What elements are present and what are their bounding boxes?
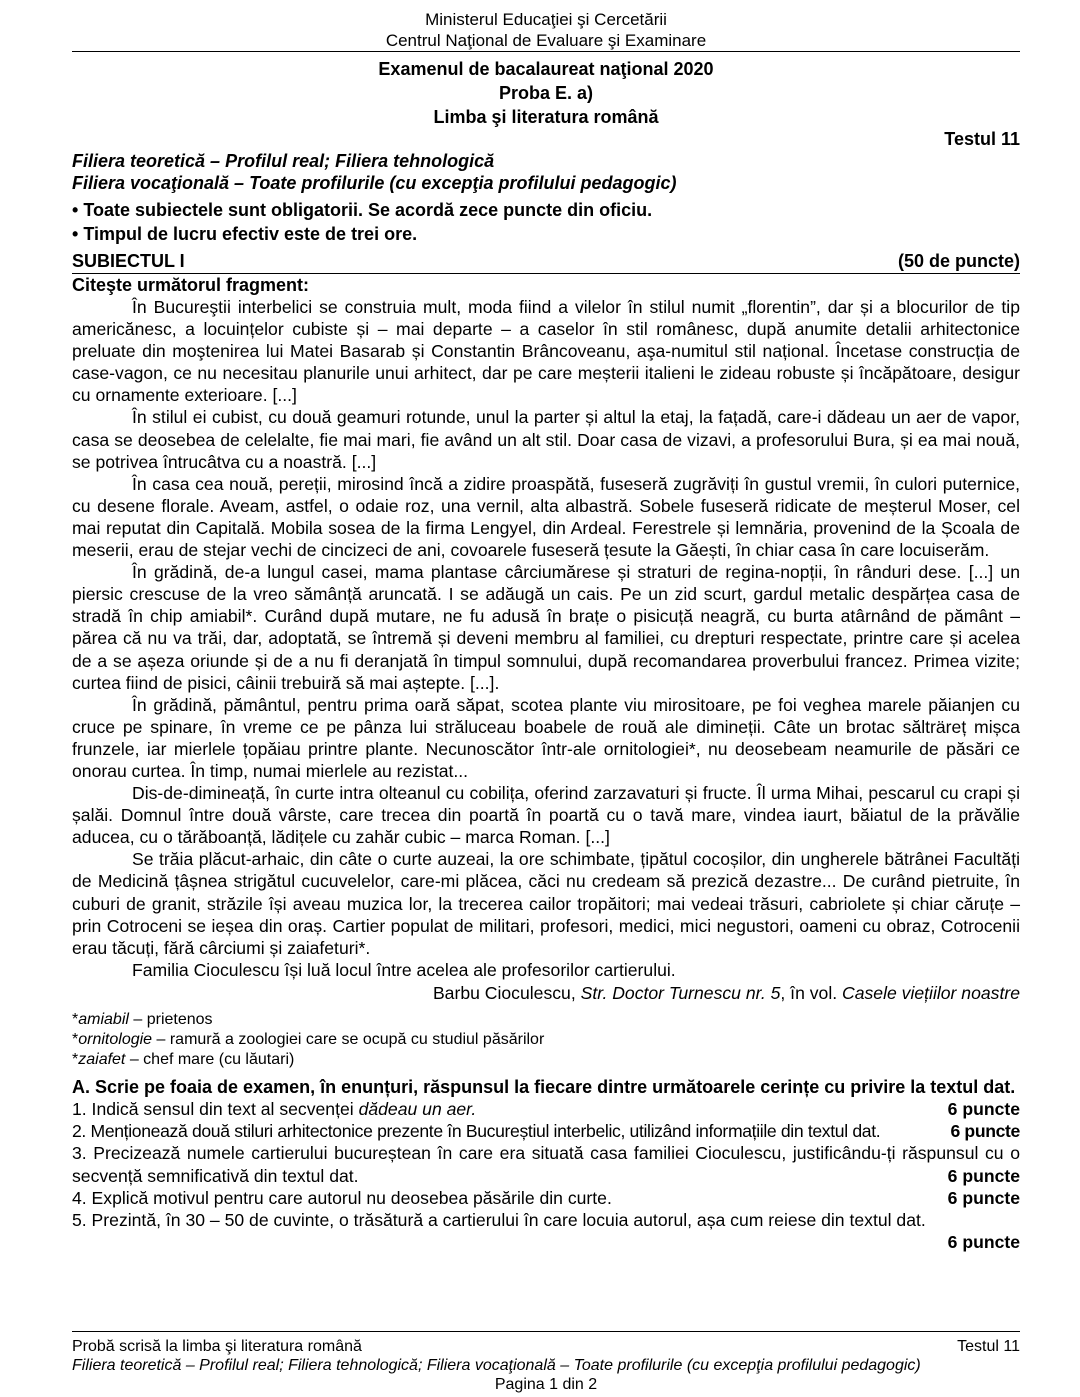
note-definition: – prietenos: [128, 1010, 213, 1028]
subject-title: SUBIECTUL I: [72, 251, 185, 271]
question-points: 6 puncte: [947, 1187, 1020, 1208]
exam-title: Examenul de bacalaureat naţional 2020: [378, 59, 714, 79]
footer-filiera: Filiera teoretică – Profilul real; Filiera tehnologică; Filiera vocaţională – Toate profilurile (cu excepţia profilului pedagogic): [72, 1357, 921, 1374]
exam-title-block: [72, 57, 1020, 129]
question-text: 4. Explică motivul pentru care autorul nu deosebea păsările din curte.: [72, 1187, 612, 1208]
source-author: Barbu Cioculescu,: [432, 982, 581, 1003]
question-1: [72, 1098, 1020, 1120]
subject-points: (50 de puncte): [897, 251, 1020, 271]
page-footer: [72, 1331, 1020, 1394]
note-definition: – ramură a zoologiei care se ocupă cu studiul păsărilor: [152, 1030, 545, 1048]
question-text: 5. Prezintă, în 30 – 50 de cuvinte, o trăsătură a cartierului în care locuia autorul, așa cum reiese din textul dat.: [72, 1209, 926, 1230]
fragment-source: [72, 982, 1020, 1004]
note-term: zaiafet: [78, 1050, 126, 1068]
rule-item: • Toate subiectele sunt obligatorii. Se acordă zece puncte din oficiu.: [72, 198, 1020, 222]
fragment-paragraph: În stilul ei cubist, cu două geamuri rotunde, unul la parter și altul la etaj, la fațadă, care-i dădeau un aer de vapor, casa se deosebea de celelalte, fie mai mari, fie având un alt stil. Doar casa de vizavi, a profesorului Bura, și ea mai nouă, se potrivea întrucâtva cu a noastră. [...]: [72, 407, 1020, 472]
rule-item: • Timpul de lucru efectiv este de trei ore.: [72, 222, 1020, 246]
exam-rules: [72, 198, 1020, 246]
note-term: ornitologie: [78, 1030, 153, 1048]
question-points: 6 puncte: [947, 1098, 1020, 1119]
question-points: 6 puncte: [947, 1232, 1020, 1253]
question-text: 2. Menționează două stiluri arhitectonice prezente în Bucureștiul interbelic, utilizând informațiile din textul dat.: [72, 1121, 881, 1142]
fragment-paragraph: În grădină, pământul, pentru prima oară săpat, scotea plante viu mirositoare, pe foi veghea marele păianjen cu cruce pe spinare, în vreme ce pe pânza lui străluceau boabele de rouă ale dimineții. Câte un brotac sălträreț mișca frunzele, iar mierlele țopăiau printre plante. Necunoscător într-ale ornitologiei*, nu deosebeam neamurile de păsări ce onorau curtea. În timp, numai mierlele au rezistat...: [72, 694, 1020, 781]
question-3: [72, 1142, 1020, 1186]
exam-subject: Limba şi literatura română: [433, 107, 659, 127]
source-middle: , în vol.: [780, 982, 843, 1003]
note-term: amiabil: [78, 1010, 129, 1028]
ministry-header: [72, 9, 1020, 51]
fragment-paragraph: În Bucureştii interbelici se construia mult, moda fiind a vilelor în stilul numit „florentin”, dar și a blocurilor de tip americănesc, a locuințelor cubiste și – mai departe – a caselor în stil românesc, după anumite detalii arhitectonice preluate din moştenirea lui Matei Basarab și Constantin Brâncoveanu, aşa-numitul stil național. Încetase construcția de case-vagon, ce nu necesitau planurile unui arhitect, dar pe care meșterii italieni le zideau robuste și încăpătoare, desigur cu ornamente exterioare. [...]: [72, 297, 1020, 406]
glossary-note: *amiabil – prietenos: [72, 1010, 213, 1028]
footer-page-number: Pagina 1 din 2: [494, 1376, 598, 1393]
source-volume: Casele viețiilor noastre: [842, 982, 1020, 1003]
reading-instruction: Citeşte următorul fragment:: [72, 275, 310, 295]
filiera-line-1: Filiera teoretică – Profilul real; Filiera tehnologică: [72, 151, 495, 171]
text-fragment: [72, 296, 1020, 981]
question-points: 6 puncte: [947, 1165, 1020, 1186]
glossary-note: *ornitologie – ramură a zoologiei care se ocupă cu studiul păsărilor: [72, 1030, 545, 1048]
task-a-heading: A. Scrie pe foaia de examen, în enunțuri, răspunsul la fiecare dintre următoarele cerințe cu privire la textul dat.: [72, 1076, 1016, 1097]
glossary-notes: [72, 1010, 1020, 1070]
filiera-block: [72, 150, 1020, 194]
fragment-paragraph: În grădină, de-a lungul casei, mama plantase cârciumărese și straturi de regina-nopții, în rânduri dese. [...] un piersic crescuse de la vreo sămânță aruncată. I se adăugă un cais. Pe un zid scurt, gardul metalic despărțea casa de stradă în chip amiabil*. Curând după mutare, ne fu adusă în brațe o pisicuță neagră, cu burta atârnând de pământ – părea că nu va trăi, dar, adoptată, se întremă și deveni membru al familiei, cu drepturi respectate, printre care și acelea de a se așeza oriunde și de a nu fi deranjată în timpul somnului, după recomandarea proverbului francez. Primea vizite; curtea fiind de pisici, câinii trebuiră să mai aștepte. [...].: [72, 562, 1020, 693]
fragment-paragraph: Se trăia plăcut-arhaic, din câte o curte auzeai, la ore schimbate, țipătul cocoșilor, din ungherele bătrânei Facultăți de Medicină țâșnea strigătul cucuvelelor, care-mi plăcea, căci nu credeam să prezică dezastre... De curând pietruite, în cuburi de granit, străzile își aveau muzica lor, la trecerea cailor tropăitori; mai vedeai trăsuri, cabriolete și chiar căruțe – prin Cotroceni se ieșea din oraș. Cartier populat de militari, profesori, medici, mici negustori, oameni cu obraz, Cotrocenii erau tăcuți, fără cârciumi și zaiafeturi*.: [72, 849, 1020, 958]
footer-exam-name: Probă scrisă la limba şi literatura română: [72, 1338, 362, 1355]
test-number: Testul 11: [944, 129, 1020, 149]
question-4: [72, 1187, 1020, 1209]
exam-proba: Proba E. a): [498, 83, 594, 103]
question-5: [72, 1209, 1020, 1253]
fragment-paragraph: În casa cea nouă, pereții, mirosind încă a zidire proaspătă, fuseseră zugrăviți în gustul vremii, în culori puternice, cu desene florale. Aveam, astfel, o odaie roz, una vernil, alta albastră. Sobele fuseseră ridicate de meșterul Moser, cel mai reputat din Capitală. Mobila sosea de la firma Lengyel, din Ardeal. Ferestrele și lemnăria, provenind de la Școala de meserii, erau de stejar vechi de cincizeci de ani, covoarele fuseseră țesute la Găești, în chiar casa în care locuiserăm.: [72, 473, 1020, 561]
fragment-paragraph: Familia Cioculescu își luă locul între acelea ale profesorilor cartierului.: [132, 959, 676, 980]
question-emphasis: dădeau un aer.: [358, 1098, 477, 1119]
ministry-name: Ministerul Educaţiei şi Cercetării: [425, 10, 667, 29]
question-text: 3. Precizează numele cartierului bucureștean în care era situată casa familiei Cioculescu, justificându-ți răspunsul cu o secvență semnificativă din textul dat.: [72, 1143, 1020, 1186]
question-2: [72, 1120, 1020, 1142]
glossary-note: *zaiafet – chef mare (cu lăutari): [72, 1050, 295, 1068]
header-divider: [72, 51, 1020, 52]
fragment-paragraph: Dis-de-dimineață, în curte intra olteanul cu cobilița, oferind zarzavaturi și fructe. Îl urma Mihai, pescarul cu crapi și șalăi. Domnul între două vârste, care trecea din poartă în poartă cu o tavă mare, vindea iaurt, băiatul de la prăvălie aducea, cu o tărăboanță, lădițele cu zahăr cubic – marca Roman. [...]: [72, 783, 1020, 848]
footer-test-number: Testul 11: [957, 1338, 1020, 1355]
subject-heading: [72, 250, 1020, 274]
exam-page: [72, 0, 1020, 1397]
note-definition: – chef mare (cu lăutari): [125, 1050, 295, 1068]
source-work: Str. Doctor Turnescu nr. 5: [580, 982, 781, 1003]
filiera-line-2: Filiera vocaţională – Toate profilurile (cu excepţia profilului pedagogic): [72, 173, 677, 193]
question-text: 1. Indică sensul din text al secvenței: [72, 1098, 359, 1119]
question-points: 6 puncte: [950, 1121, 1020, 1142]
center-name: Centrul Naţional de Evaluare şi Examinare: [385, 31, 707, 50]
